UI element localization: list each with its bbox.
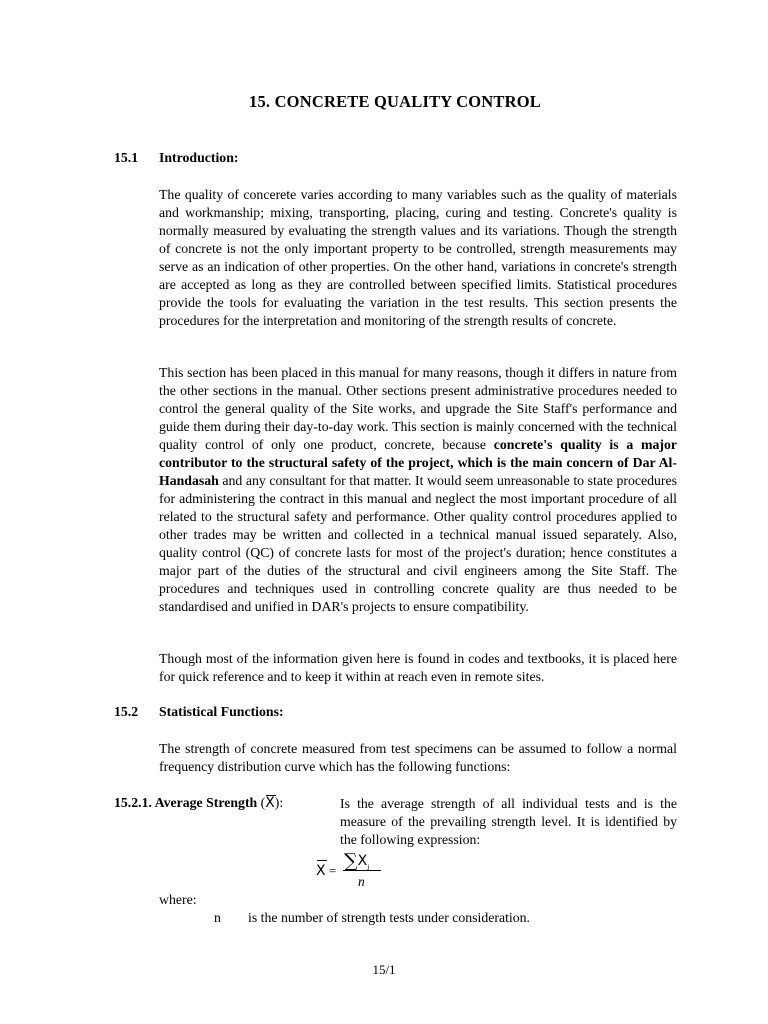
statistical-paragraph: The strength of concrete measured from test specimens can be assumed to follow a normal frequency distribution curve which has the following functions: — [159, 741, 677, 774]
average-strength-description: Is the average strength of all individual tests and is the measure of the prevailing strength level. It is identified by the following expression: — [340, 796, 677, 847]
section-heading-introduction: Introduction: — [159, 150, 239, 165]
intro-paragraph-2-part-a: This section has been placed in this manual for many reasons, though it differs in nature from the other sections in the manual. Other sections present administrative procedures needed to control the general quality of the Site works, and upgrade the Site Staff's performance and guide them during their day-to-day work. This section is mainly concerned with the technical quality control of only one product, concrete, because — [159, 365, 677, 452]
subsection-average-strength — [114, 795, 283, 811]
definition-text: is the number of strength tests under consideration. — [248, 910, 531, 925]
intro-paragraph-3: Though most of the information given here is found in codes and textbooks, it is placed here for quick reference and to keep it within at reach even in remote sites. — [159, 651, 677, 684]
section-heading-statistical-functions: Statistical Functions: — [159, 704, 284, 719]
x-bar-letter: X — [265, 795, 275, 811]
formula-lhs-letter: X — [316, 863, 326, 879]
average-strength-formula — [314, 846, 394, 894]
formula-denominator: n — [358, 874, 365, 889]
formula-equals: = — [329, 863, 337, 878]
x-bar-symbol — [265, 795, 274, 811]
subsection-open-paren: ( — [260, 795, 266, 810]
definition-symbol: n — [214, 910, 221, 925]
intro-paragraph-2-part-b: and any consultant for that matter. It would seem unreasonable to state procedures for administering the contract in this manual and neglect the most important procedure of all related to the structural safety and performance. Other quality control procedures applied to other trades may be written and collected in a technical manual issued separately. Also, quality control (QC) of concrete lasts for most of the project's duration; hence constitutes a major part of the duties of the structural and civil engineers among the Site Staff. The procedures and techniques used in controlling concrete quality are thus needed to be standardised and unified in DAR's projects to ensure compatibility. — [159, 473, 677, 614]
section-number-15-1: 15.1 — [114, 150, 139, 165]
formula-lhs — [316, 863, 326, 879]
intro-paragraph-1: The quality of concerete varies according to many variables such as the quality of materials and workmanship; mixing, transporting, placing, curing and testing. Concrete's quality is normally measured by evaluating the strength values and its variations. Though the strength of concrete is not the only important property to be controlled, strength measurements may serve as an indication of other properties. On the other hand, variations in concrete's strength are accepted as long as they are controlled between specified limits. Statistical procedures provide the tools for evaluating the variation in the test results. This section presents the procedures for the interpretation and monitoring of the strength results of concrete. — [159, 187, 677, 328]
intro-paragraph-2-bold: concrete's quality is a major contributor to the structural safety of the project, which is the main concern of Dar Al-Handasah — [159, 437, 677, 488]
page-number: 15/1 — [372, 962, 396, 977]
section-number-15-2: 15.2 — [114, 704, 139, 719]
intro-paragraph-2 — [159, 364, 677, 616]
formula-numerator — [344, 848, 369, 870]
subsection-label: Average Strength — [154, 795, 258, 810]
fraction-bar — [343, 870, 381, 871]
formula-numerator-var: X — [357, 853, 368, 869]
where-label: where: — [159, 892, 197, 907]
subsection-number: 15.2.1. — [114, 795, 152, 810]
formula-numerator-sub: i — [367, 863, 370, 872]
subsection-close-paren: ): — [274, 795, 284, 810]
sigma-symbol: ∑ — [344, 850, 358, 872]
page-title: 15. CONCRETE QUALITY CONTROL — [249, 92, 541, 111]
